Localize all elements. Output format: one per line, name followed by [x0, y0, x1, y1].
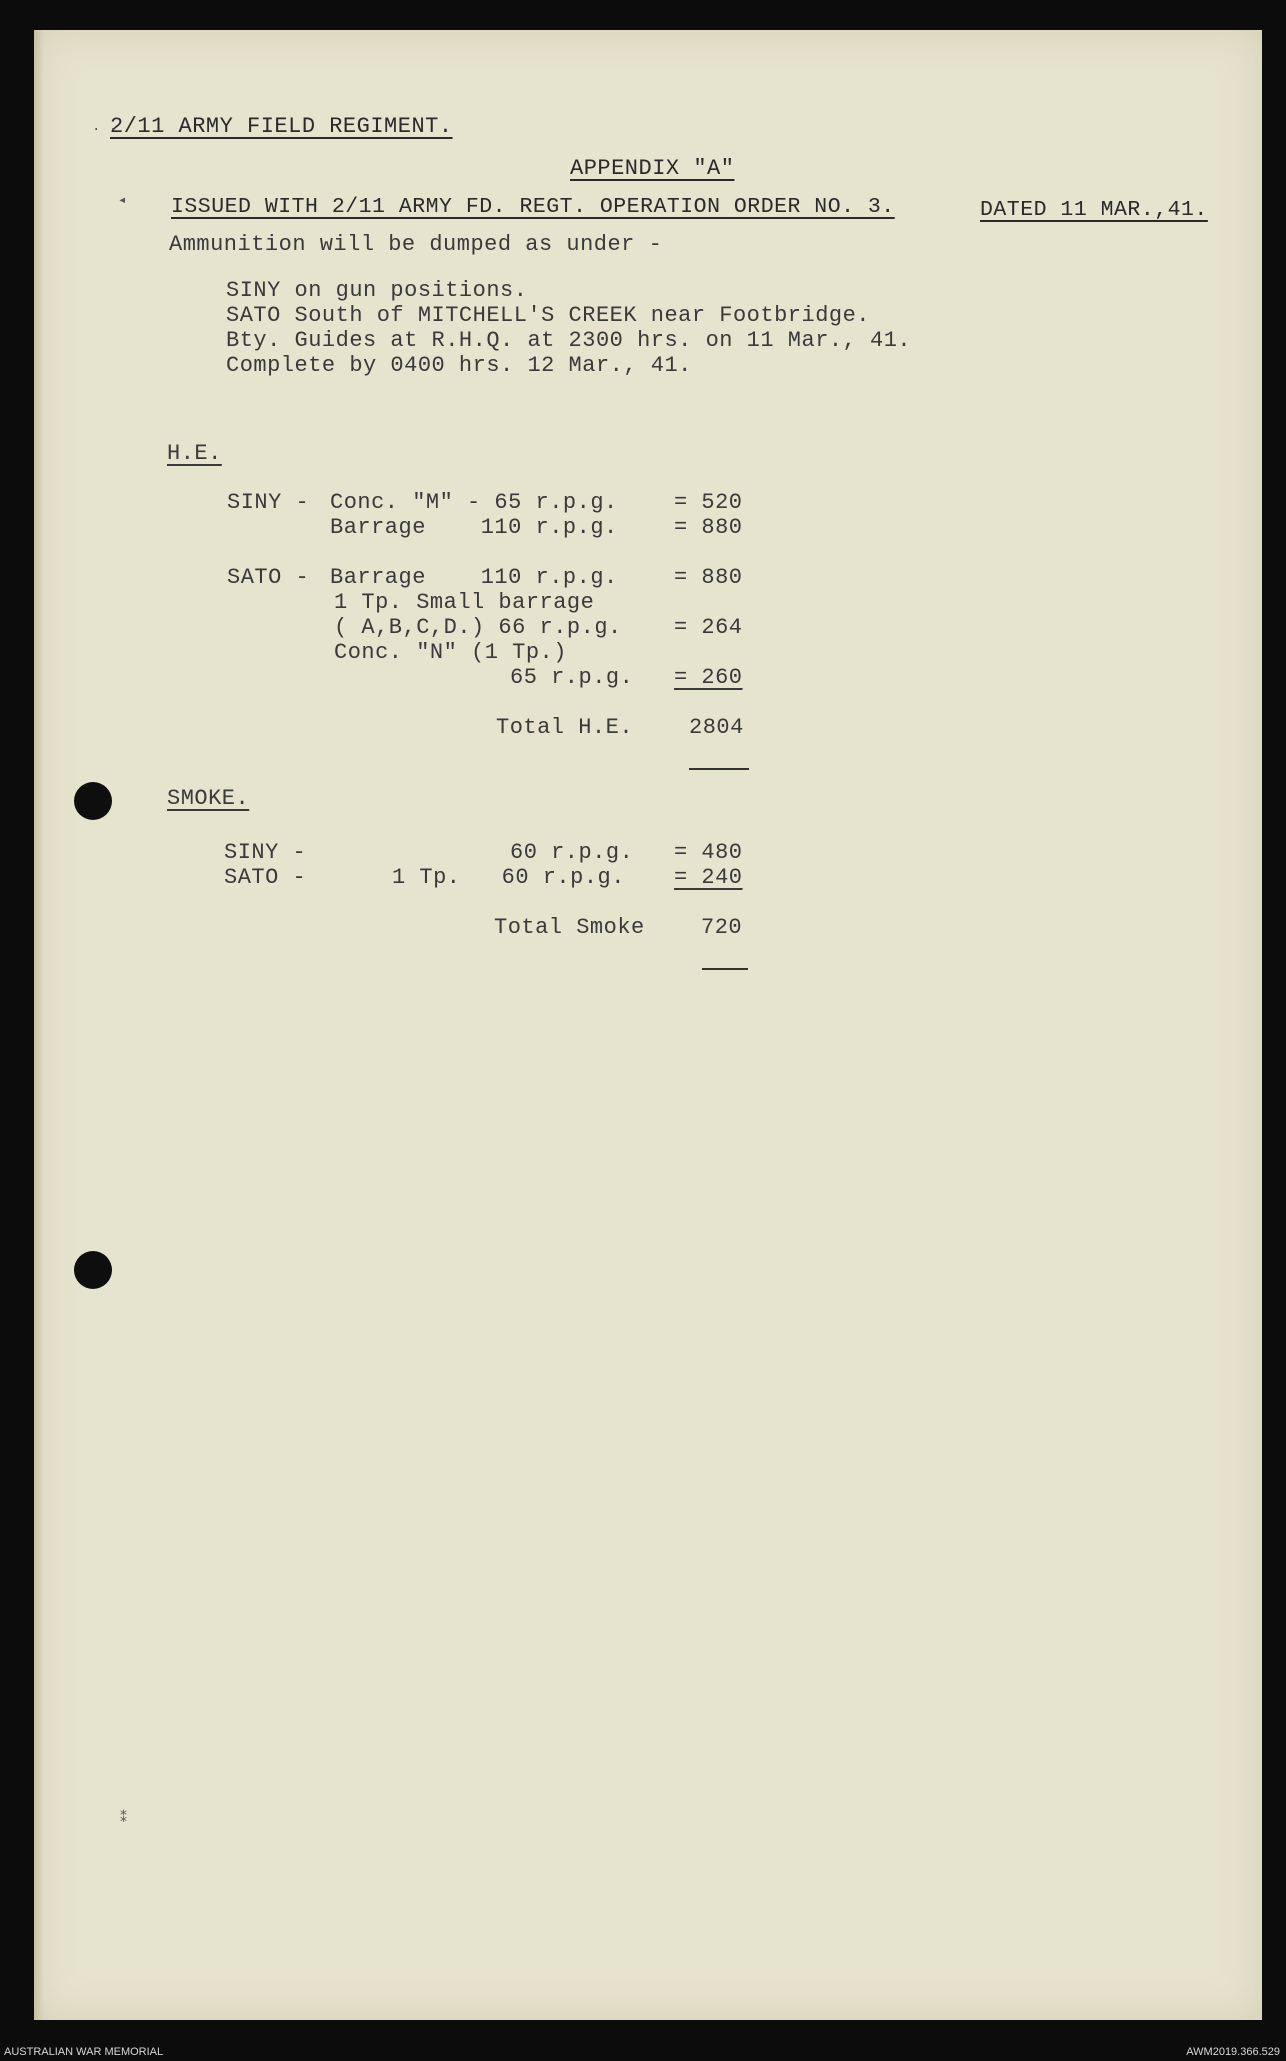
smoke-total-value: 720: [701, 915, 743, 940]
smoke-total-rule: [702, 968, 748, 970]
instruction-line: Complete by 0400 hrs. 12 Mar., 41.: [226, 353, 692, 378]
footer-right: AWM2019.366.529: [1186, 2046, 1280, 2058]
he-desc: ( A,B,C,D.) 66 r.p.g.: [334, 615, 622, 640]
he-heading: H.E.: [167, 441, 222, 466]
smoke-label: SATO -: [224, 865, 307, 890]
he-label: SATO -: [227, 565, 310, 590]
he-value: = 264: [674, 615, 743, 640]
smoke-desc: 60 r.p.g.: [510, 840, 634, 865]
he-label: SINY -: [227, 490, 310, 515]
issued-with-line: ISSUED WITH 2/11 ARMY FD. REGT. OPERATION ORDER NO. 3.: [171, 195, 895, 219]
he-value: = 880: [674, 565, 743, 590]
smoke-label: SINY -: [224, 840, 307, 865]
he-value: = 880: [674, 515, 743, 540]
regiment-heading: 2/11 ARMY FIELD REGIMENT.: [110, 114, 453, 139]
document-page: [34, 30, 1262, 2020]
smoke-desc: 1 Tp. 60 r.p.g.: [392, 865, 625, 890]
he-desc: Conc. "M" - 65 r.p.g.: [330, 490, 618, 515]
punch-mark: ◂: [118, 193, 127, 209]
punch-mark: · ·: [92, 122, 118, 138]
he-desc: Barrage 110 r.p.g.: [330, 565, 618, 590]
smoke-total-label: Total Smoke: [494, 915, 645, 940]
punch-hole: [74, 1251, 112, 1289]
he-total-label: Total H.E.: [496, 715, 634, 740]
smoke-heading: SMOKE.: [167, 786, 250, 811]
instruction-line: Bty. Guides at R.H.Q. at 2300 hrs. on 11 Mar., 41.: [226, 328, 912, 353]
punch-mark: ⁑: [120, 1811, 127, 1827]
issued-date: DATED 11 MAR.,41.: [980, 198, 1208, 222]
smoke-value: = 240: [674, 865, 743, 890]
punch-hole: [74, 782, 112, 820]
intro-text: Ammunition will be dumped as under -: [169, 232, 663, 257]
footer-left: AUSTRALIAN WAR MEMORIAL: [4, 2046, 164, 2058]
he-total-value: 2804: [689, 715, 744, 740]
appendix-title: APPENDIX "A": [570, 156, 735, 181]
he-desc: Conc. "N" (1 Tp.): [334, 640, 567, 665]
he-desc: Barrage 110 r.p.g.: [330, 515, 618, 540]
he-desc: 65 r.p.g.: [510, 665, 634, 690]
he-value: = 260: [674, 665, 743, 690]
he-value: = 520: [674, 490, 743, 515]
instruction-line: SINY on gun positions.: [226, 278, 528, 303]
he-desc: 1 Tp. Small barrage: [334, 590, 595, 615]
instruction-line: SATO South of MITCHELL'S CREEK near Footbridge.: [226, 303, 871, 328]
smoke-value: = 480: [674, 840, 743, 865]
he-total-rule: [689, 768, 749, 770]
